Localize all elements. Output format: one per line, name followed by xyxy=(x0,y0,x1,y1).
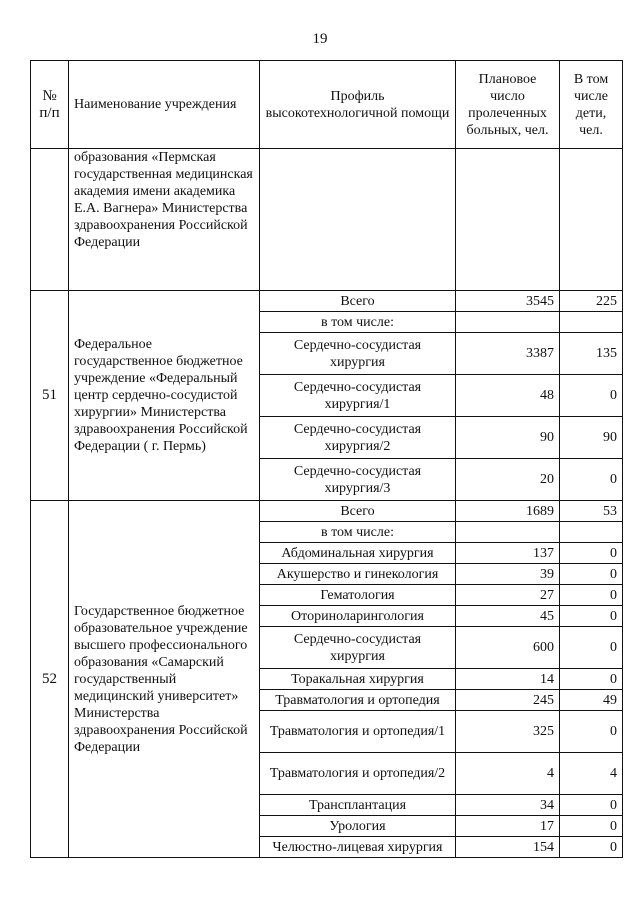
children-count-cell: 0 xyxy=(560,711,623,753)
profile-cell: Всего xyxy=(260,501,456,522)
profile-cell: Сердечно-сосудистая хирургия xyxy=(260,627,456,669)
planned-count-cell: 1689 xyxy=(456,501,560,522)
children-count-cell: 225 xyxy=(560,291,623,312)
children-count-cell: 4 xyxy=(560,753,623,795)
table-row xyxy=(31,291,623,312)
profile-cell: Сердечно-сосудистая хирургия/2 xyxy=(260,417,456,459)
planned-count-cell: 45 xyxy=(456,606,560,627)
profile-cell: Челюстно-лицевая хирургия xyxy=(260,837,456,858)
profile-cell: Оториноларингология xyxy=(260,606,456,627)
children-count-cell: 49 xyxy=(560,690,623,711)
profile-cell: Травматология и ортопедия xyxy=(260,690,456,711)
children-count-cell: 0 xyxy=(560,816,623,837)
children-count-cell: 0 xyxy=(560,564,623,585)
header-children: В том числе дети, чел. xyxy=(560,61,623,149)
children-count-cell: 0 xyxy=(560,837,623,858)
profile-cell: в том числе: xyxy=(260,312,456,333)
planned-count-cell: 154 xyxy=(456,837,560,858)
profile-cell: Урология xyxy=(260,816,456,837)
planned-count-cell: 20 xyxy=(456,459,560,501)
page-number: 19 xyxy=(312,31,328,47)
institution-number: 52 xyxy=(31,501,69,858)
profile-cell: Сердечно-сосудистая хирургия/1 xyxy=(260,375,456,417)
planned-count-cell: 48 xyxy=(456,375,560,417)
profile-cell: Травматология и ортопедия/1 xyxy=(260,711,456,753)
planned-count-cell: 325 xyxy=(456,711,560,753)
children-count-cell: 0 xyxy=(560,669,623,690)
children-count-cell xyxy=(560,312,623,333)
children-count-cell: 135 xyxy=(560,333,623,375)
continuation-row xyxy=(31,149,623,291)
planned-count-cell: 137 xyxy=(456,543,560,564)
table-row xyxy=(31,501,623,522)
profile-cell: Сердечно-сосудистая хирургия xyxy=(260,333,456,375)
profile-cell: Всего xyxy=(260,291,456,312)
children-count-cell: 0 xyxy=(560,585,623,606)
children-count-cell: 0 xyxy=(560,606,623,627)
planned-count-cell: 39 xyxy=(456,564,560,585)
continuation-no xyxy=(31,149,69,291)
planned-count-cell: 600 xyxy=(456,627,560,669)
planned-count-cell: 14 xyxy=(456,669,560,690)
planned-count-cell: 3387 xyxy=(456,333,560,375)
planned-count-cell: 245 xyxy=(456,690,560,711)
profile-cell: Торакальная хирургия xyxy=(260,669,456,690)
planned-count-cell: 4 xyxy=(456,753,560,795)
institution-number: 51 xyxy=(31,291,69,501)
profile-cell: Сердечно-сосудистая хирургия/3 xyxy=(260,459,456,501)
children-count-cell: 0 xyxy=(560,627,623,669)
planned-count-cell: 3545 xyxy=(456,291,560,312)
profile-cell: Травматология и ортопедия/2 xyxy=(260,753,456,795)
children-count-cell: 0 xyxy=(560,543,623,564)
children-count-cell: 0 xyxy=(560,375,623,417)
header-no: № п/п xyxy=(31,61,69,149)
children-count-cell: 53 xyxy=(560,501,623,522)
planned-count-cell: 17 xyxy=(456,816,560,837)
children-count-cell: 0 xyxy=(560,795,623,816)
header-profile: Профиль высокотехнологичной помощи xyxy=(260,61,456,149)
profile-cell: Акушерство и гинекология xyxy=(260,564,456,585)
children-count-cell xyxy=(560,522,623,543)
planned-count-cell: 90 xyxy=(456,417,560,459)
institution-name: Федеральное государственное бюджетное учреждение «Федеральный центр сердечно-сосудистой хирургии» Министерства здравоохранения Российской Федерации ( г. Пермь) xyxy=(69,291,260,501)
profile-cell: Гематология xyxy=(260,585,456,606)
table-header-row xyxy=(31,61,623,149)
planned-count-cell xyxy=(456,522,560,543)
profile-cell: Абдоминальная хирургия xyxy=(260,543,456,564)
institutions-table xyxy=(30,60,623,858)
children-count-cell: 0 xyxy=(560,459,623,501)
profile-cell: Трансплантация xyxy=(260,795,456,816)
planned-count-cell: 34 xyxy=(456,795,560,816)
continuation-name: образования «Пермская государственная медицинская академия имени академика Е.А. Вагнера» Министерства здравоохранения Российской Федерации xyxy=(69,149,260,291)
header-name: Наименование учреждения xyxy=(69,61,260,149)
header-planned: Плановое число пролеченных больных, чел. xyxy=(456,61,560,149)
planned-count-cell: 27 xyxy=(456,585,560,606)
institution-name: Государственное бюджетное образовательное учреждение высшего профессионального образования «Самарский государственный медицинский университет» Министерства здравоохранения Российской Федерации xyxy=(69,501,260,858)
planned-count-cell xyxy=(456,312,560,333)
children-count-cell: 90 xyxy=(560,417,623,459)
profile-cell: в том числе: xyxy=(260,522,456,543)
